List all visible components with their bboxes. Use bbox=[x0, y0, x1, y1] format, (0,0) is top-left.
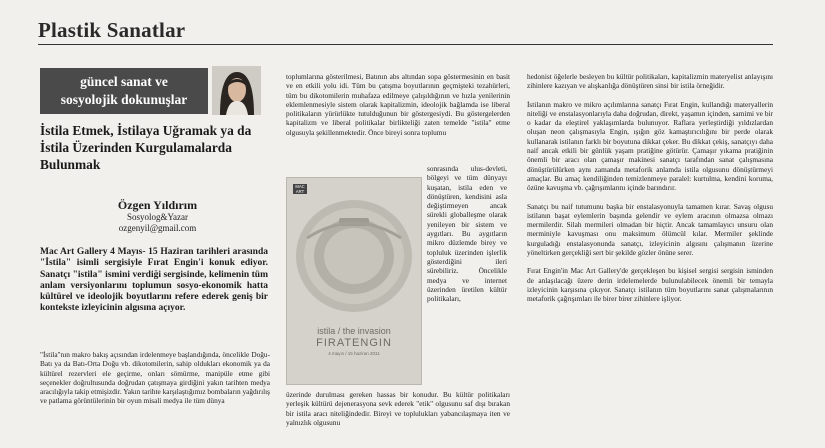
author-email: ozgenyil@gmail.com bbox=[118, 223, 197, 233]
portrait-illustration bbox=[212, 66, 261, 115]
poster-dates: 4 mayıs / 15 haziran 2011 bbox=[328, 351, 380, 356]
article-column-2-right: sonrasında ulus-devleti, bölgeyi ve tüm dünyayı kuşatan, istila eden ve dönüştüren, kendisini asla değiştirmeyen ancak sürekli globalleşme olarak yenileyen bir sistem ve aygıtları. Bu aygıtların mikro düzlemde birey ve topluluk üzerinden işlerlik gösterdiğini ileri sürebiliriz. Öncelikle medya ve internet üzerinden üretilen kültür politikaları, bbox=[427, 164, 507, 304]
exhibition-poster bbox=[286, 177, 422, 385]
section-title: Plastik Sanatlar bbox=[38, 18, 186, 42]
article-lead: Mac Art Gallery 4 Mayıs- 15 Haziran tarihleri arasında "İstila" isimli sergisiyle Fırat Engin'i konuk ediyor. Sanatçı "istila" ismini verdiği sergisinde, kelimenin tüm anlam versiyonlarını toplumun sosyo-ekonomik hatta kültürel ve ideolojik boyutlarını refere ederek geniş bir kontekste izleyicinin algısına açıyor. bbox=[40, 247, 268, 314]
col3-paragraph-3: Sanatçı bu naif tutumunu başka bir enstalasyonuyla tamamen kırar. Savaş olgusu istilanın başat eylemlerin başında gelendir ve eylem aracının olmazsa olmazı mermilerdir. Silah mermileri olmadan bir hiçtir. Ancak tamamlayıcı unsuru olan merminiyle kavuşması onu maksimum ölümcül kılar. Mermiler şeklinde kurguladığı enstalasyonunda sanatçı, izleyicinin algısını çalışmanın üzerine yöneltirken gerçekliği sert bir şekilde gözler önüne serer. bbox=[527, 201, 773, 258]
poster-title: istila / the invasion bbox=[317, 326, 391, 336]
header-line-2: sosyolojik dokunuşlar bbox=[60, 92, 188, 107]
article-column-2-bottom: üzerinde durulması gereken hassas bir konudur. Bu kültür politikaları yerleşik kültürü dejenerasyona sevk ederek "etik" olgusunu saf dışı bırakan bir istila aracı niteliğindedir. Bireyi ve toplulukları yabancılaşmaya iten ve yalnızlık olgusunu bbox=[286, 390, 510, 427]
article-column-3 bbox=[527, 72, 773, 313]
col3-paragraph-1: hedonist öğelerle besleyen bu kültür politikaları, kapitalizmin materyelist anlayışını zihinlere kazıyan ve alışkanlığa dönüştüren sinsi bir istila örneğidir. bbox=[527, 72, 773, 91]
article-column-2-top: toplumlarına gösterilmesi, Batının abs altından sopa göstermesinin en basit ve en etkili yolu idi. Tüm bu çatışma boyutlarının geçmişteki tezahürleri, tüm bu dikotomilerin muhafaza edilmeye çalışıldığının ve hızla yenilerinin eklemlenmesiyle sistem olarak kapitalizmin, ideolojik bağlamda ise liberal politikaların yürürlükte tutulduğunun bir göstergesiydi. Bu göstergelerden kapitalizm ve liberal politikalar birlikteliği zaten temelde "istila" etme olgusuyla şekillenmektedir. Önce bireyi sonra toplumu bbox=[286, 72, 510, 137]
col3-paragraph-2: İstilanın makro ve mikro açılımlarına sanatçı Fırat Engin, kullandığı materyallerin niteliği ve enstalasyonlarıyla daha doğrudan, direkt, yaşamın içinden, samimi ve bir o kadar da eleştirel yaklaşımlarda bulunuyor. Raflara yerleştirdiği yıldızlardan oluşan neon çalışmasıyla Engin, ışığın göz kamaştırıcılığını bir perde olarak kullanarak istilanın farklı bir boyutuna dikkat çeker. Bu dikkat çekiş, sanatçıyı daha naif ancak etkili bir günlük yaşam pratiğine götürür. Çamaşır yıkama pratiğinin önemli bir aracı olan çamaşır makinesi sanatçı tarafından sanat çalışmasına dönüştürülürken aynı zamanda metaforik anlamda istila olgusunu dönüştürmeyi amaçlar. Bu amaç kendiliğinden temizlenmeye paralel: kurtulma, kendini koruma, özüne kavuşma vb. çağrışımlarını içinde barındırır. bbox=[527, 99, 773, 193]
gallery-logo-line1: MAC bbox=[295, 184, 305, 189]
article-column-1-text: "İstila"nın makro bakış açısından irdelenmeye başlandığında, öncelikle Doğu-Batı ya da Batı-Orta Doğu vb. dikotomilerin, sahip oldukları ekonomik ya da kültürel rezervleri ele geçirme, onları sömürme, manipüle etme gibi seçenekler doğrultusunda doğrudan çatışmaya girdiğini yakın tarihten medya aracılığıyla takip etmişizdir. Yakın tarihte karşılaştığımız bombaların yağdırılış ve patlama görüntülerinin bir oyun misali medya ile tüm dünya bbox=[40, 350, 271, 406]
column-header-box bbox=[40, 68, 208, 114]
header-line-1: güncel sanat ve bbox=[80, 74, 168, 89]
author-block bbox=[40, 198, 275, 234]
author-name: Özgen Yıldırım bbox=[117, 198, 198, 212]
author-role: Sosyolog&Yazar bbox=[126, 212, 189, 222]
author-portrait bbox=[212, 66, 261, 115]
section-divider bbox=[38, 44, 773, 45]
col3-paragraph-4: Fırat Engin'in Mac Art Gallery'de gerçekleşen bu kişisel sergisi sergisin isminden de anlaşılacağı üzere derin irdelemelerde bulunulabilecek önemli bir temayla izleyicinin karşısına çıkıyor. Sanatçı istilanın tüm boyutlarını sanat çalışmalarının metaforik çağrışımları ile birer birer zihinlere işliyor. bbox=[527, 266, 773, 304]
article-headline: İstila Etmek, İstilaya Uğramak ya da İstila Üzerinden Kurgulamalarda Bulunmak bbox=[40, 123, 252, 172]
poster-artist: FIRATENGIN bbox=[316, 337, 392, 349]
gallery-logo-line2: ART bbox=[295, 189, 305, 194]
